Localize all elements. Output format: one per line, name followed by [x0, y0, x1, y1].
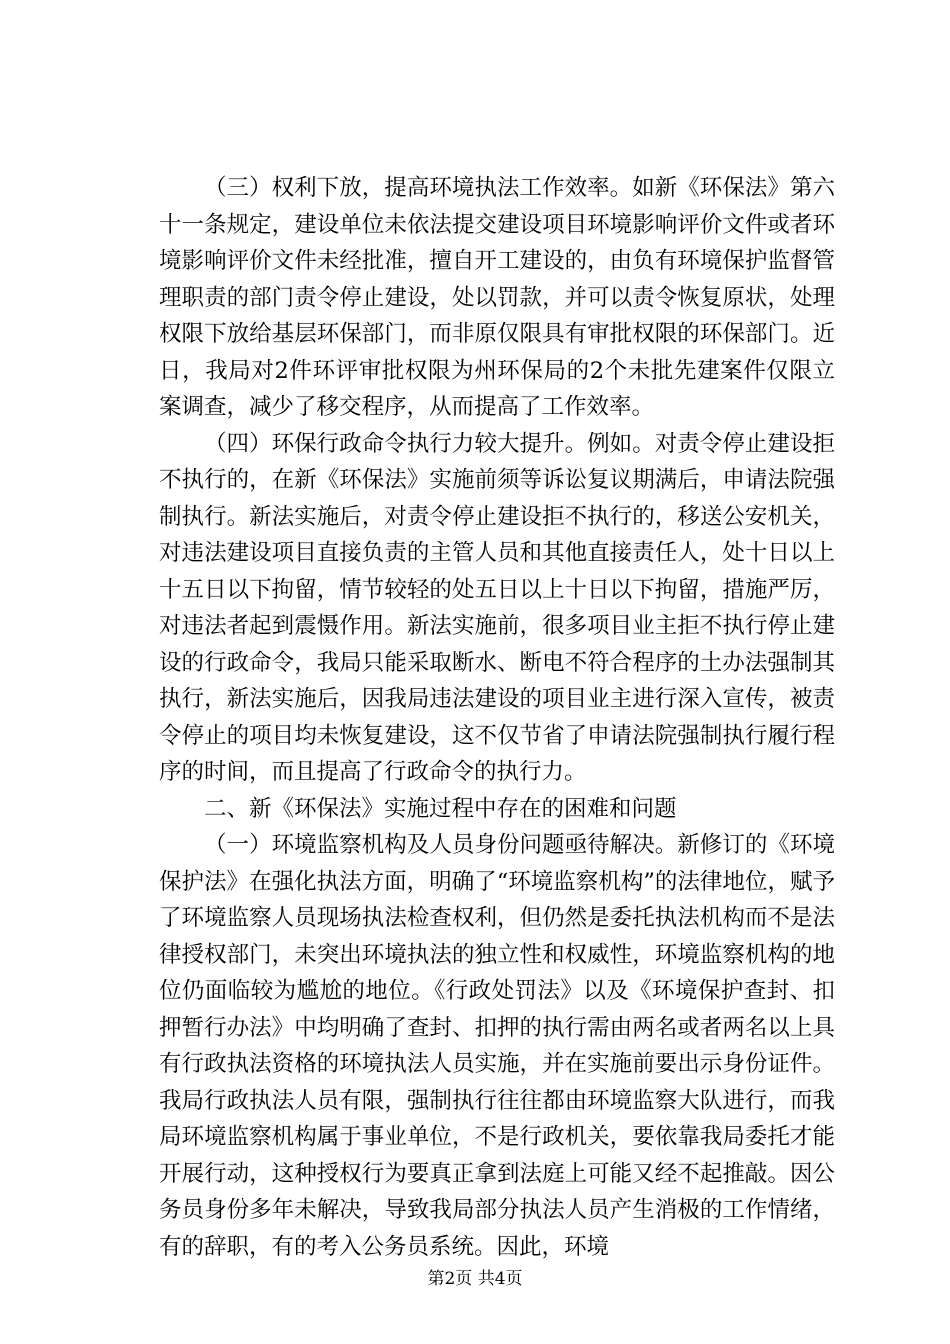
document-body: [159, 170, 835, 1265]
page-number-footer: 第2页 共4页: [427, 1269, 523, 1289]
paragraph-monitoring-agency: （一）环境监察机构及人员身份问题亟待解决。新修订的《环境保护法》在强化执法方面，明确了“环境监察机构”的法律地位，赋予了环境监察人员现场执法检查权利，但仍然是委托执法机构而不是法律授权部门，未突出环境执法的独立性和权威性，环境监察机构的地位仍面临较为尴尬的地位。《行政处罚法》以及《环境保护查封、扣押暂行办法》中均明确了查封、扣押的执行需由两名或者两名以上具有行政执法资格的环境执法人员实施，并在实施前要出示身份证件。我局行政执法人员有限，强制执行往往都由环境监察大队进行，而我局环境监察机构属于事业单位，不是行政机关，要依靠我局委托才能开展行动，这种授权行为要真正拿到法庭上可能又经不起推敲。因公务员身份多年未解决，导致我局部分执法人员产生消极的工作情绪，有的辞职，有的考入公务员系统。因此，环境: [159, 832, 835, 1260]
paragraph-administrative-order: （四）环保行政命令执行力较大提升。例如。对责令停止建设拒不执行的，在新《环保法》实施前须等诉讼复议期满后，申请法院强制执行。新法实施后，对责令停止建设拒不执行的，移送公安机关，对违法建设项目直接负责的主管人员和其他直接责任人，处十日以上十五日以下拘留，情节较轻的处五日以上十日以下拘留，措施严厉，对违法者起到震慑作用。新法实施前，很多项目业主拒不执行停止建设的行政命令，我局只能采取断水、断电不符合程序的土办法强制其执行，新法实施后，因我局违法建设的项目业主进行深入宣传，被责令停止的项目均未恢复建设，这不仅节省了申请法院强制执行履行程序的时间，而且提高了行政命令的执行力。: [159, 430, 835, 785]
paragraph-power-delegation: （三）权利下放，提高环境执法工作效率。如新《环保法》第六十一条规定，建设单位未依法提交建设项目环境影响评价文件或者环境影响评价文件未经批准，擅自开工建设的，由负有环境保护监督管理职责的部门责令停止建设，处以罚款，并可以责令恢复原状，处理权限下放给基层环保部门，而非原仅限具有审批权限的环保部门。近日，我局对2件环评审批权限为州环保局的2个未批先建案件仅限立案调查，减少了移交程序，从而提高了工作效率。: [159, 175, 835, 420]
section-heading-difficulties: 二、新《环保法》实施过程中存在的困难和问题: [204, 795, 677, 822]
